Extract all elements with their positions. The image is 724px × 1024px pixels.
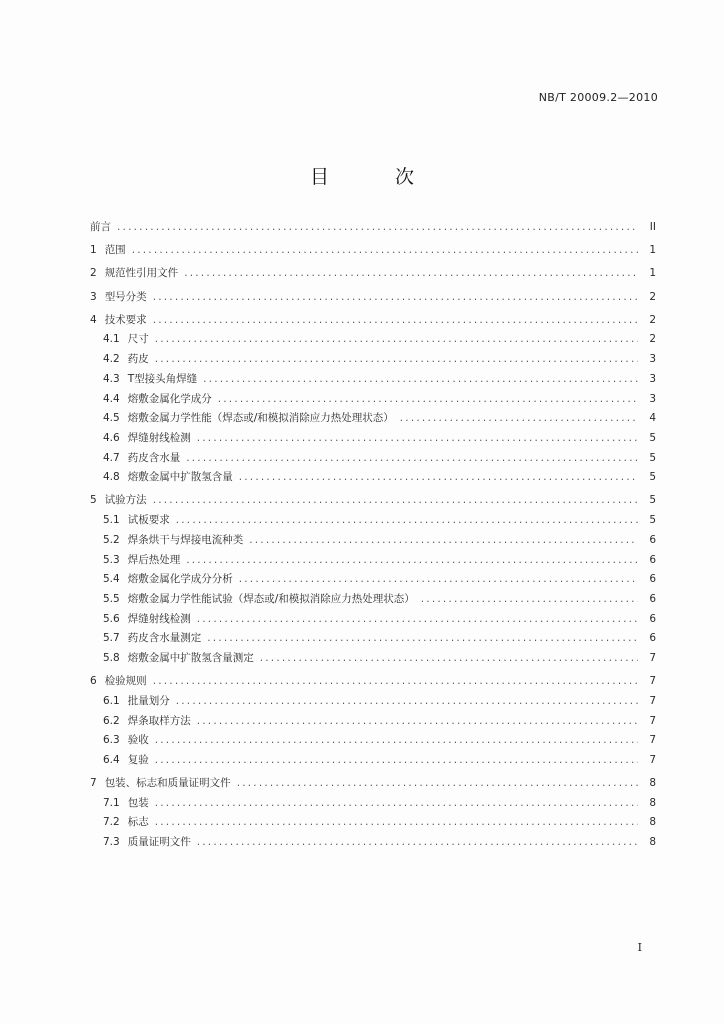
toc-leader-dots — [186, 553, 638, 568]
toc-entry[interactable] — [90, 290, 656, 305]
toc-entry-label — [90, 674, 147, 689]
toc-entry[interactable] — [90, 612, 656, 627]
toc-entry-text: 规范性引用文件 — [104, 267, 179, 280]
toc-leader-dots — [155, 733, 638, 748]
toc-entry[interactable] — [90, 776, 656, 791]
toc-entry-number: 6.1 — [103, 694, 120, 707]
toc-entry-label — [103, 533, 243, 548]
toc-leader-dots — [218, 392, 638, 407]
toc-entry-text: 标志 — [127, 816, 149, 829]
toc-entry-text: 熔敷金属中扩散氢含量 — [127, 471, 233, 484]
toc-entry[interactable] — [90, 651, 656, 666]
toc-entry-page-number: 7 — [649, 675, 656, 688]
toc-leader-dots — [153, 493, 638, 508]
toc-entry-number: 4.2 — [103, 353, 120, 366]
toc-entry-label — [90, 776, 231, 791]
toc-leader-dots — [153, 313, 638, 328]
toc-entry-number: 1 — [90, 244, 97, 257]
toc-entry-label — [103, 796, 149, 811]
toc-entry-text: 熔敷金属化学成分分析 — [127, 573, 233, 586]
toc-leader-dots — [197, 612, 638, 627]
toc-leader-dots — [155, 796, 638, 811]
toc-entry-label — [103, 411, 394, 426]
toc-leader-dots — [153, 290, 638, 305]
toc-entry[interactable] — [90, 835, 656, 850]
toc-entry[interactable] — [90, 372, 656, 387]
toc-entry-number: 5.7 — [103, 632, 120, 645]
toc-entry-label — [103, 733, 149, 748]
toc-leader-dots — [239, 470, 638, 485]
toc-entry-text: 焊缝射线检测 — [127, 431, 191, 444]
toc-entry-page-number: 3 — [649, 392, 656, 405]
toc-entry-label — [90, 493, 147, 508]
toc-entry-label — [103, 372, 197, 387]
toc-entry-page-number: 5 — [649, 494, 656, 507]
toc-entry-number: 5 — [90, 494, 97, 507]
toc-entry-number: 3 — [90, 290, 97, 303]
toc-entry[interactable] — [90, 631, 656, 646]
toc-entry-number: 5.5 — [103, 592, 120, 605]
toc-entry-page-number: 2 — [649, 290, 656, 303]
toc-entry-label — [103, 631, 201, 646]
toc-entry-text: 药皮含水量测定 — [127, 632, 202, 645]
toc-entry-number: 4.3 — [103, 372, 120, 385]
toc-leader-dots — [132, 243, 638, 258]
toc-entry-label — [103, 352, 149, 367]
toc-entry-number: 6.3 — [103, 734, 120, 747]
toc-entry-label — [103, 332, 149, 347]
toc-entry-label — [103, 553, 180, 568]
toc-entry-label — [90, 220, 111, 235]
toc-entry[interactable] — [90, 431, 656, 446]
toc-leader-dots — [155, 815, 638, 830]
toc-leader-dots — [184, 266, 638, 281]
toc-entry-page-number: 5 — [649, 451, 656, 464]
toc-leader-dots — [155, 332, 638, 347]
toc-entry-page-number: 8 — [649, 816, 656, 829]
toc-entry-number: 6 — [90, 675, 97, 688]
toc-entry-number: 7.1 — [103, 796, 120, 809]
toc-entry[interactable] — [90, 470, 656, 485]
toc-entry-text: 焊条烘干与焊接电流种类 — [127, 533, 244, 546]
toc-entry-text: 包装、标志和质量证明文件 — [104, 777, 231, 790]
toc-entry-text: 焊后热处理 — [127, 553, 181, 566]
toc-entry-page-number: 1 — [649, 244, 656, 257]
toc-entry-page-number: 6 — [649, 632, 656, 645]
toc-leader-dots — [155, 352, 638, 367]
toc-entry-page-number: 5 — [649, 471, 656, 484]
toc-entry-label — [90, 313, 147, 328]
toc-entry-page-number: 6 — [649, 553, 656, 566]
toc-entry-label — [103, 694, 170, 709]
toc-entry-text: 熔敷金属中扩散氢含量测定 — [127, 651, 254, 664]
toc-entry-number: 7.3 — [103, 836, 120, 849]
toc-leader-dots — [155, 753, 638, 768]
toc-entry-number: 4.5 — [103, 412, 120, 425]
page-title: 目 次 — [309, 166, 445, 188]
toc-entry-page-number: 7 — [649, 734, 656, 747]
toc-entry-label — [103, 451, 180, 466]
toc-entry[interactable] — [90, 733, 656, 748]
toc-entry-text: 复验 — [127, 753, 149, 766]
toc-entry-number: 5.6 — [103, 612, 120, 625]
toc-entry-number: 5.1 — [103, 514, 120, 527]
toc-leader-dots — [186, 451, 638, 466]
toc-entry-text: 试板要求 — [127, 514, 170, 527]
toc-entry[interactable] — [90, 220, 656, 235]
toc-leader-dots — [249, 533, 638, 548]
toc-entry-number: 4.7 — [103, 451, 120, 464]
toc-entry-page-number: 5 — [649, 431, 656, 444]
toc-leader-dots — [176, 513, 638, 528]
toc-entry-label — [90, 243, 126, 258]
toc-entry-number: 2 — [90, 267, 97, 280]
toc-leader-dots — [239, 572, 638, 587]
toc-entry-text: T型接头角焊缝 — [127, 372, 198, 385]
toc-entry-label — [103, 470, 233, 485]
toc-entry[interactable] — [90, 332, 656, 347]
toc-leader-dots — [176, 694, 638, 709]
toc-entry-page-number: 7 — [649, 651, 656, 664]
toc-entry-text: 焊缝射线检测 — [127, 612, 191, 625]
toc-leader-dots — [117, 220, 638, 235]
toc-entry-label — [103, 592, 415, 607]
toc-entry[interactable] — [90, 674, 656, 689]
toc-entry-number: 4.8 — [103, 471, 120, 484]
toc-entry-text: 范围 — [104, 244, 126, 257]
toc-entry-text: 验收 — [127, 734, 149, 747]
toc-entry-page-number: 6 — [649, 592, 656, 605]
toc-entry[interactable] — [90, 714, 656, 729]
toc-leader-dots — [153, 674, 638, 689]
toc-entry-page-number: 3 — [649, 372, 656, 385]
toc-entry-number: 5.3 — [103, 553, 120, 566]
toc-entry-page-number: 5 — [649, 514, 656, 527]
toc-entry-text: 试验方法 — [104, 494, 147, 507]
toc-entry-page-number: 2 — [649, 333, 656, 346]
toc-entry-page-number: 1 — [649, 267, 656, 280]
toc-entry[interactable] — [90, 451, 656, 466]
toc-entry-label — [103, 835, 191, 850]
toc-entry-page-number: 4 — [649, 412, 656, 425]
toc-entry[interactable] — [90, 493, 656, 508]
toc-entry-label — [90, 266, 178, 281]
toc-entry-text: 包装 — [127, 796, 149, 809]
toc-entry[interactable] — [90, 694, 656, 709]
table-of-contents — [90, 220, 656, 850]
toc-entry-page-number: 8 — [649, 836, 656, 849]
toc-entry-page-number: 6 — [649, 533, 656, 546]
toc-entry[interactable] — [90, 572, 656, 587]
toc-entry[interactable] — [90, 513, 656, 528]
toc-entry-number: 4.6 — [103, 431, 120, 444]
toc-entry[interactable] — [90, 266, 656, 281]
toc-entry-number: 4.4 — [103, 392, 120, 405]
toc-entry-number: 5.2 — [103, 533, 120, 546]
toc-entry-text: 熔敷金属化学成分 — [127, 392, 212, 405]
toc-entry[interactable] — [90, 753, 656, 768]
toc-entry-page-number: II — [649, 221, 656, 233]
toc-entry[interactable] — [90, 243, 656, 258]
toc-entry-page-number: 2 — [649, 313, 656, 326]
toc-entry-text: 药皮含水量 — [127, 451, 181, 464]
toc-entry[interactable] — [90, 352, 656, 367]
toc-entry-page-number: 7 — [649, 753, 656, 766]
toc-entry-page-number: 7 — [649, 714, 656, 727]
toc-entry-text: 前言 — [90, 221, 111, 233]
toc-entry[interactable] — [90, 815, 656, 830]
toc-entry-label — [103, 612, 191, 627]
toc-entry-text: 药皮 — [127, 353, 149, 366]
toc-entry-label — [103, 651, 254, 666]
toc-entry[interactable] — [90, 553, 656, 568]
toc-entry-number: 7 — [90, 777, 97, 790]
toc-entry-number: 6.2 — [103, 714, 120, 727]
standard-number: NB/T 20009.2—2010 — [538, 91, 658, 104]
toc-entry-text: 熔敷金属力学性能（焊态或/和模拟消除应力热处理状态） — [127, 412, 394, 425]
toc-leader-dots — [237, 776, 638, 791]
toc-entry-text: 尺寸 — [127, 333, 149, 346]
toc-leader-dots — [197, 431, 638, 446]
toc-entry-text: 技术要求 — [104, 313, 147, 326]
toc-entry-label — [103, 392, 212, 407]
toc-entry-text: 焊条取样方法 — [127, 714, 191, 727]
toc-entry[interactable] — [90, 313, 656, 328]
toc-entry-text: 型号分类 — [104, 290, 147, 303]
toc-entry-text: 熔敷金属力学性能试验（焊态或/和模拟消除应力热处理状态） — [127, 592, 415, 605]
toc-leader-dots — [260, 651, 638, 666]
toc-entry-page-number: 8 — [649, 777, 656, 790]
toc-entry-number: 4.1 — [103, 333, 120, 346]
toc-entry-number: 6.4 — [103, 753, 120, 766]
toc-entry-label — [103, 753, 149, 768]
toc-leader-dots — [421, 592, 638, 607]
toc-entry-number: 5.8 — [103, 651, 120, 664]
toc-leader-dots — [197, 835, 638, 850]
toc-entry[interactable] — [90, 392, 656, 407]
toc-entry[interactable] — [90, 592, 656, 607]
toc-entry-page-number: 6 — [649, 573, 656, 586]
page-folio: I — [637, 941, 642, 954]
toc-entry-text: 检验规则 — [104, 675, 147, 688]
toc-entry[interactable] — [90, 411, 656, 426]
toc-entry-number: 7.2 — [103, 816, 120, 829]
toc-entry-label — [103, 572, 233, 587]
toc-entry-label — [90, 290, 147, 305]
toc-entry-page-number: 7 — [649, 694, 656, 707]
toc-entry-text: 批量划分 — [127, 694, 170, 707]
toc-entry-text: 质量证明文件 — [127, 836, 191, 849]
toc-leader-dots — [207, 631, 638, 646]
toc-entry[interactable] — [90, 796, 656, 811]
toc-entry-label — [103, 513, 170, 528]
toc-entry-number: 4 — [90, 313, 97, 326]
toc-entry-page-number: 3 — [649, 353, 656, 366]
toc-leader-dots — [197, 714, 638, 729]
toc-entry-label — [103, 714, 191, 729]
toc-leader-dots — [400, 411, 638, 426]
toc-entry-label — [103, 815, 149, 830]
toc-entry-page-number: 8 — [649, 796, 656, 809]
toc-leader-dots — [203, 372, 638, 387]
toc-entry-label — [103, 431, 191, 446]
toc-entry[interactable] — [90, 533, 656, 548]
toc-entry-page-number: 6 — [649, 612, 656, 625]
toc-entry-number: 5.4 — [103, 573, 120, 586]
